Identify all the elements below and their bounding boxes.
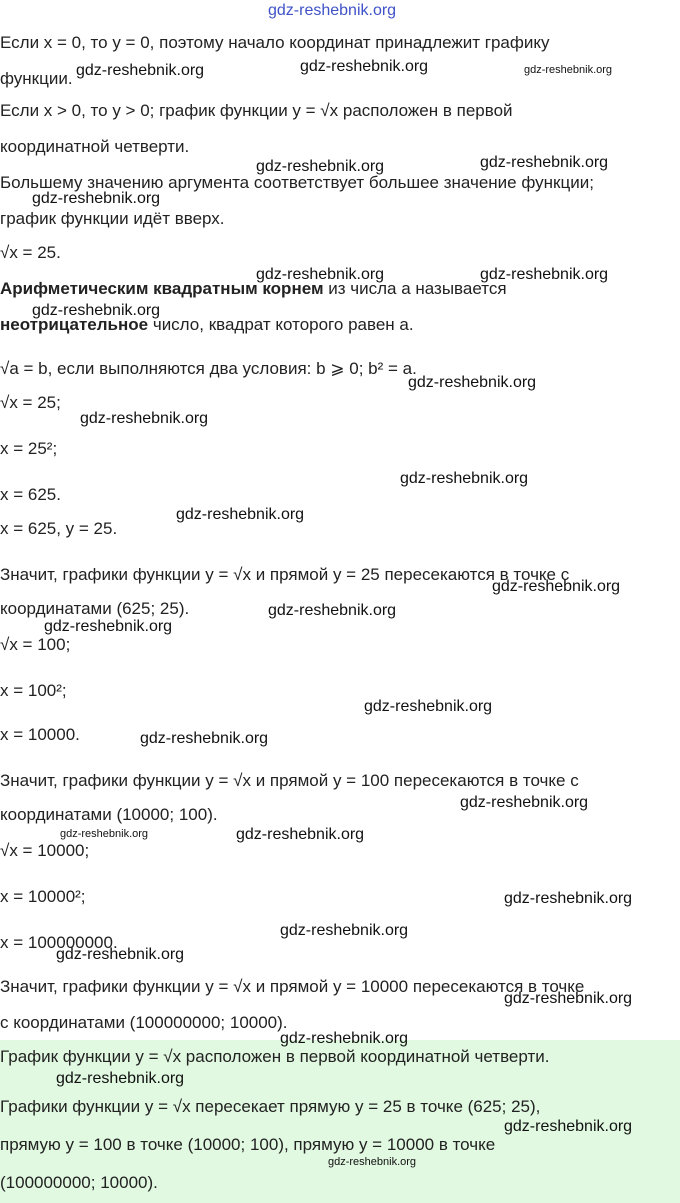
watermark: gdz-reshebnik.org <box>56 1070 185 1087</box>
watermark: gdz-reshebnik.org <box>300 58 429 75</box>
text-line: функции. <box>0 69 73 88</box>
text-line: Если x > 0, то y > 0; график функции y = √x расположен в первой <box>0 101 513 120</box>
watermark: gdz-reshebnik.org <box>280 1030 409 1047</box>
text-line: координатной четверти. <box>0 137 190 156</box>
text-line: √x = 10000; <box>0 841 90 860</box>
watermark: gdz-reshebnik.org <box>504 1118 633 1135</box>
text-line: Значит, графики функции y = √x и прямой y = 10000 пересекаются в точке <box>0 977 585 996</box>
watermark: gdz-reshebnik.org <box>524 64 613 76</box>
text-line: √x = 25; <box>0 393 61 412</box>
watermark: gdz-reshebnik.org <box>60 828 149 840</box>
watermark: gdz-reshebnik.org <box>280 922 409 939</box>
watermark: gdz-reshebnik.org <box>256 158 385 175</box>
watermark: gdz-reshebnik.org <box>364 698 493 715</box>
watermark: gdz-reshebnik.org <box>56 946 185 963</box>
watermark: gdz-reshebnik.org <box>236 826 365 843</box>
watermark: gdz-reshebnik.org <box>492 578 621 595</box>
watermark: gdz-reshebnik.org <box>32 302 161 319</box>
text-line: Большему значению аргумента соответствует большее значение функции; <box>0 173 594 192</box>
watermark: gdz-reshebnik.org <box>408 374 537 391</box>
watermark: gdz-reshebnik.org <box>480 266 609 283</box>
text-line: неотрицательное число, квадрат которого равен a. <box>0 315 414 334</box>
watermark: gdz-reshebnik.org <box>268 2 397 19</box>
text-line: x = 10000. <box>0 725 80 744</box>
watermark: gdz-reshebnik.org <box>460 794 589 811</box>
watermark: gdz-reshebnik.org <box>268 602 397 619</box>
text-line: Если x = 0, то y = 0, поэтому начало координат принадлежит графику <box>0 33 550 52</box>
text-line: Графики функции y = √x пересекает прямую y = 25 в точке (625; 25), <box>0 1097 541 1116</box>
watermark: gdz-reshebnik.org <box>256 266 385 283</box>
text-line: x = 625. <box>0 485 61 504</box>
text-line: с координатами (100000000; 10000). <box>0 1013 288 1032</box>
watermark: gdz-reshebnik.org <box>328 1156 417 1168</box>
text-line: координатами (625; 25). <box>0 599 190 618</box>
text-line: Арифметическим квадратным корнем из числа a называется <box>0 279 507 298</box>
text-line: (100000000; 10000). <box>0 1173 158 1192</box>
text-line: √a = b, если выполняются два условия: b ⩾ 0; b² = a. <box>0 359 417 378</box>
watermark: gdz-reshebnik.org <box>140 730 269 747</box>
text-line: Значит, графики функции y = √x и прямой y = 100 пересекаются в точке с <box>0 771 579 790</box>
watermark: gdz-reshebnik.org <box>400 470 529 487</box>
text-line: x = 100²; <box>0 681 67 700</box>
text-line: График функции y = √x расположен в первой координатной четверти. <box>0 1047 550 1066</box>
watermark: gdz-reshebnik.org <box>76 62 205 79</box>
text-line: Значит, графики функции y = √x и прямой y = 25 пересекаются в точке с <box>0 565 570 584</box>
text-line: √x = 100; <box>0 635 71 654</box>
watermark: gdz-reshebnik.org <box>32 190 161 207</box>
text-line: график функции идёт вверх. <box>0 209 225 228</box>
text-line: координатами (10000; 100). <box>0 805 218 824</box>
watermark: gdz-reshebnik.org <box>44 618 173 635</box>
text-line: прямую y = 100 в точке (10000; 100), прямую y = 10000 в точке <box>0 1135 496 1154</box>
text-line: x = 25²; <box>0 439 58 458</box>
text-line: √x = 25. <box>0 243 61 262</box>
watermark: gdz-reshebnik.org <box>504 990 633 1007</box>
watermark: gdz-reshebnik.org <box>480 154 609 171</box>
watermark: gdz-reshebnik.org <box>80 410 209 427</box>
watermark: gdz-reshebnik.org <box>176 506 305 523</box>
text-line: x = 625, y = 25. <box>0 519 118 538</box>
watermark: gdz-reshebnik.org <box>504 890 633 907</box>
text-line: x = 10000²; <box>0 887 86 906</box>
text-line: x = 100000000. <box>0 933 118 952</box>
